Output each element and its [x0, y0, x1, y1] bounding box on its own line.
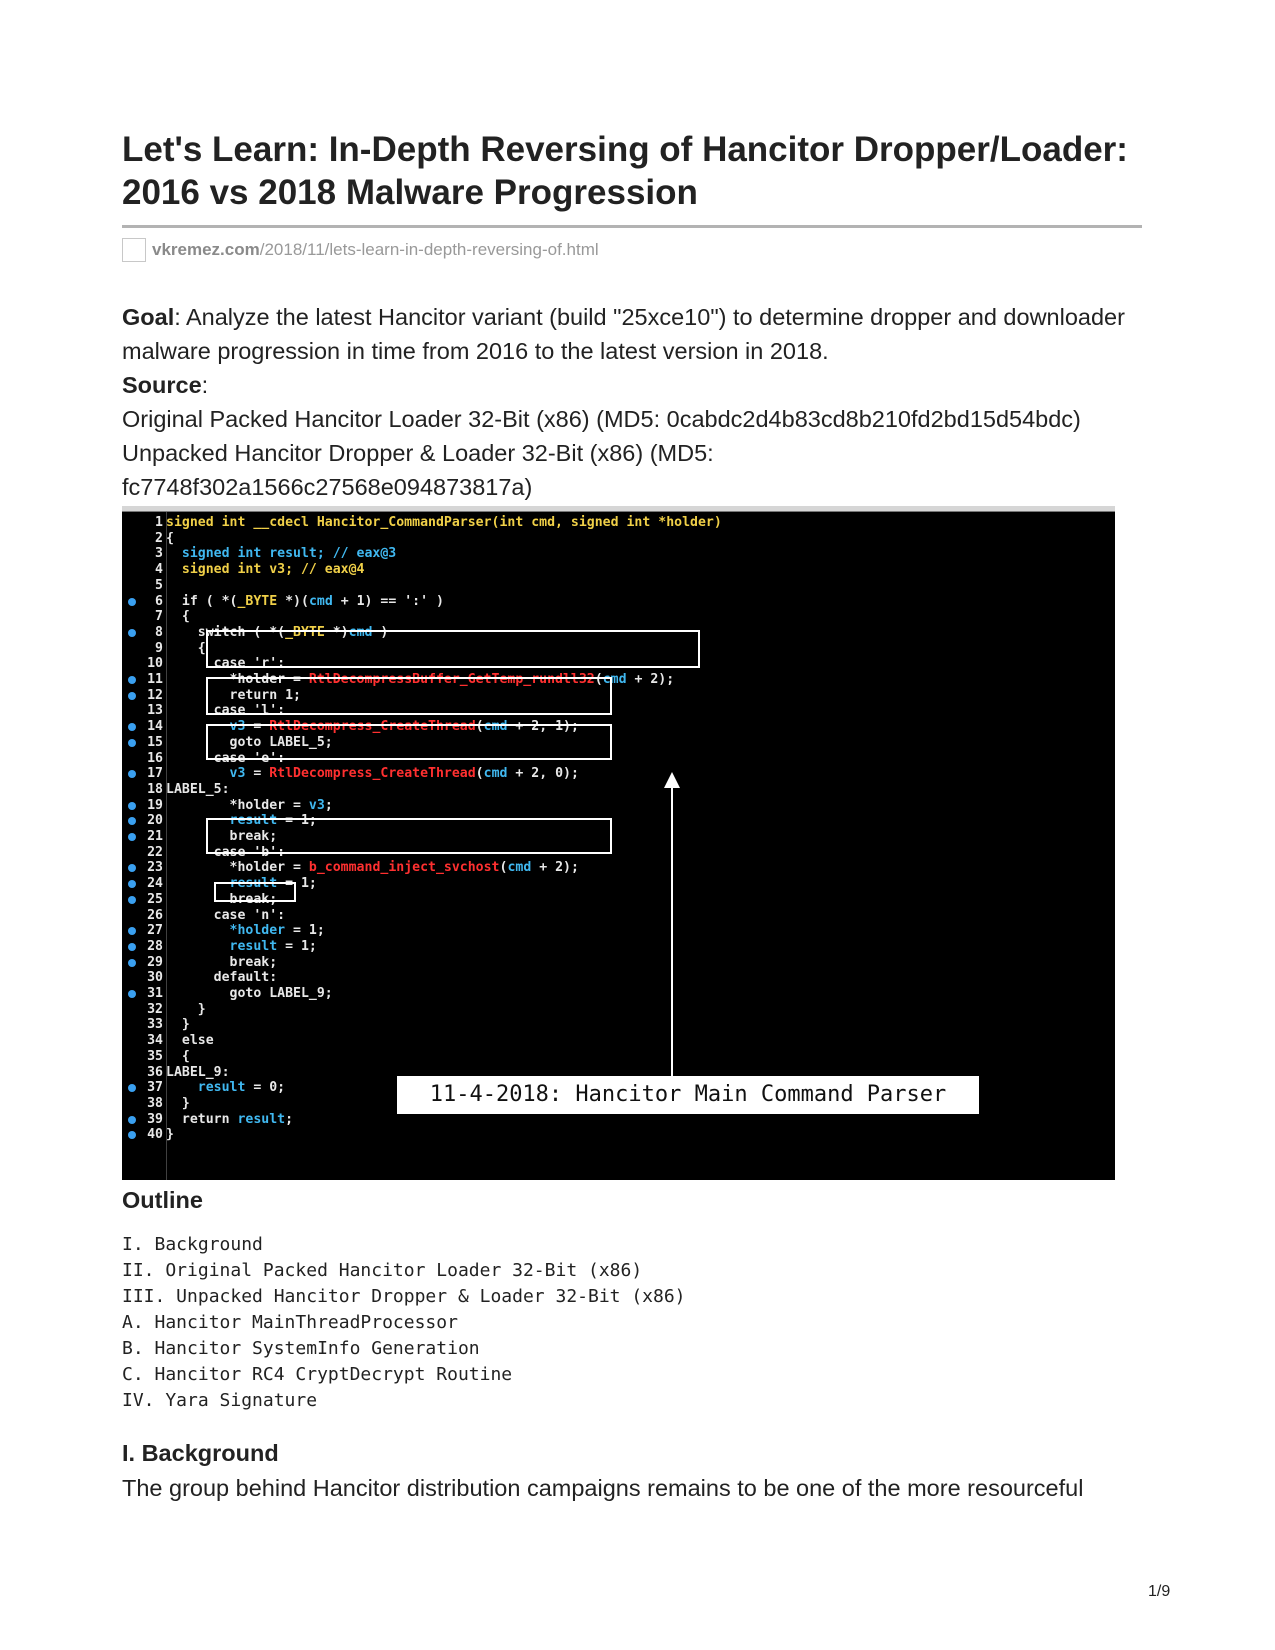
line-number: 20: [147, 813, 163, 829]
code-token: case 'e':: [166, 750, 286, 766]
code-token: {: [166, 530, 174, 546]
breakpoint-dot-icon: [128, 864, 136, 872]
code-line: [122, 955, 1115, 971]
arrow-shaft: [671, 788, 673, 1082]
line-number: 7: [155, 609, 163, 625]
code-text: [166, 594, 444, 610]
code-token: cmd: [483, 719, 508, 735]
outline-item: A. Hancitor MainThreadProcessor: [122, 1312, 458, 1333]
code-line: [122, 986, 1115, 1002]
line-number: 40: [147, 1127, 163, 1143]
code-token: cmd: [507, 860, 532, 876]
code-token: }: [166, 1127, 174, 1143]
code-token: + 2, 0);: [507, 766, 579, 782]
code-line: [122, 609, 1115, 625]
code-token: (: [475, 719, 484, 735]
line-number: 13: [147, 703, 163, 719]
code-token: = 1;: [285, 923, 325, 939]
code-token: v3: [166, 766, 246, 782]
breakpoint-dot-icon: [128, 739, 136, 747]
line-number: 8: [155, 624, 163, 640]
source-path[interactable]: /2018/11/lets-learn-in-depth-reversing-of.html: [259, 240, 599, 259]
code-token: cmd: [602, 672, 627, 687]
source-heading: [122, 368, 1142, 402]
code-token: + 2);: [531, 860, 579, 876]
outline-item: IV. Yara Signature: [122, 1390, 318, 1411]
code-text: [166, 939, 317, 955]
code-token: break;: [166, 891, 278, 907]
code-screenshot: [122, 506, 1115, 1180]
code-line: [122, 782, 1115, 798]
code-token: return 1;: [166, 687, 301, 703]
arrow-up-icon: [664, 772, 680, 788]
breakpoint-dot-icon: [128, 802, 136, 810]
code-token: result: [166, 1080, 246, 1096]
code-text: [166, 798, 333, 814]
code-token: case 'r':: [166, 656, 286, 672]
code-token: cmd: [348, 624, 373, 640]
code-token: = 0;: [245, 1080, 286, 1096]
code-token: if ( *(: [166, 593, 238, 609]
line-number: 27: [147, 923, 163, 939]
line-number: 21: [147, 829, 163, 844]
code-token: b_command_inject_svchost: [308, 860, 500, 876]
line-number: 34: [147, 1033, 163, 1049]
line-number: 38: [147, 1095, 163, 1111]
code-token: result: [166, 938, 278, 954]
highlight-case-l: [206, 677, 612, 715]
source-label-suffix: :: [201, 372, 209, 398]
code-text: [166, 908, 285, 924]
code-token: (: [475, 766, 484, 782]
highlight-case-e: [206, 724, 612, 760]
breakpoint-dot-icon: [128, 598, 136, 606]
breakpoint-dot-icon: [128, 927, 136, 935]
line-number: 16: [147, 750, 163, 766]
code-line: [122, 970, 1115, 986]
line-number: 36: [147, 1064, 163, 1080]
code-line: [122, 1033, 1115, 1049]
code-token: case 'l':: [166, 703, 286, 719]
line-number: 1: [155, 515, 163, 530]
code-token: return: [166, 1111, 238, 1127]
source-line-1: Original Packed Hancitor Loader 32-Bit (x86) (MD5: 0cabdc2d4b83cd8b210fd2bd15d54bdc): [122, 406, 1081, 432]
code-token: break;: [166, 829, 278, 844]
code-line: [122, 515, 1115, 531]
code-token: + 2, 1);: [507, 719, 579, 735]
code-text: [166, 1080, 285, 1096]
code-token: LABEL_5:: [166, 781, 230, 797]
code-caption: 11-4-2018: Hancitor Main Command Parser: [397, 1076, 979, 1114]
code-text: [166, 1033, 214, 1049]
code-line: [122, 594, 1115, 610]
line-number: 23: [147, 860, 163, 876]
breakpoint-dot-icon: [128, 1084, 136, 1092]
code-token: (: [499, 860, 508, 876]
code-text: [166, 531, 174, 547]
code-token: = 1;: [277, 938, 317, 954]
code-line: [122, 578, 1115, 594]
line-number: 3: [155, 546, 163, 562]
code-text: [166, 986, 333, 1002]
code-text: [166, 515, 722, 531]
line-number: 33: [147, 1017, 163, 1033]
line-number: 28: [147, 938, 163, 954]
code-token: {: [166, 1048, 190, 1064]
breakpoint-dot-icon: [128, 770, 136, 778]
outline-item: C. Hancitor RC4 CryptDecrypt Routine: [122, 1364, 513, 1385]
code-text: [166, 782, 230, 798]
code-token: case 'n':: [166, 907, 286, 923]
source-label: Source: [122, 372, 202, 398]
background-text: The group behind Hancitor distribution campaigns remains to be one of the more resourceful: [122, 1475, 1084, 1501]
broken-image-icon: [122, 238, 146, 262]
line-number: 18: [147, 781, 163, 797]
outline-item: II. Original Packed Hancitor Loader 32-Bit (x86): [122, 1260, 643, 1281]
line-number: 29: [147, 954, 163, 970]
line-number: 11: [147, 672, 163, 687]
line-number: 30: [147, 970, 163, 986]
code-token: break;: [166, 954, 278, 970]
code-text: [166, 970, 277, 986]
code-token: case 'b':: [166, 844, 286, 860]
code-token: {: [166, 640, 206, 656]
line-number: 5: [155, 577, 163, 593]
code-text: [166, 1096, 190, 1112]
breakpoint-dot-icon: [128, 817, 136, 825]
line-number: 17: [147, 766, 163, 782]
code-token: signed int result; // eax@3: [166, 546, 397, 562]
highlight-case-b: [206, 818, 612, 854]
outline-list: [122, 1232, 686, 1414]
breakpoint-dot-icon: [128, 943, 136, 951]
code-token: v3: [166, 719, 246, 735]
code-token: *holder =: [166, 860, 309, 876]
highlight-case-n: [214, 882, 296, 902]
breakpoint-dot-icon: [128, 990, 136, 998]
line-number: 24: [147, 876, 163, 892]
line-number: 26: [147, 907, 163, 923]
code-token: RtlDecompress_CreateThread: [269, 719, 476, 735]
code-text: [166, 641, 206, 657]
code-token: result: [166, 876, 278, 892]
code-text: [166, 860, 579, 876]
line-number: 14: [147, 719, 163, 735]
breakpoint-dot-icon: [128, 1116, 136, 1124]
code-token: signed int v3; // eax@4: [166, 562, 365, 578]
line-number: 31: [147, 986, 163, 1001]
code-token: goto LABEL_5;: [166, 734, 333, 750]
code-line: [122, 531, 1115, 547]
source-domain[interactable]: vkremez.com: [152, 240, 260, 259]
source-link[interactable]: [122, 237, 599, 263]
goal-paragraph: [122, 300, 1142, 368]
code-token: = 1;: [277, 876, 317, 892]
code-text: [166, 955, 277, 971]
code-token: else: [166, 1033, 214, 1049]
code-line: [122, 908, 1115, 924]
code-line: [122, 1127, 1115, 1143]
line-number: 22: [147, 844, 163, 860]
code-token: =: [245, 719, 270, 735]
code-text: [166, 562, 365, 578]
code-line: [122, 546, 1115, 562]
code-token: switch ( *(: [166, 624, 286, 640]
code-token: {: [166, 609, 190, 625]
code-token: RtlDecompressBuffer_GetTemp_rundll32: [308, 672, 595, 687]
outline-item: I. Background: [122, 1234, 263, 1255]
breakpoint-dot-icon: [128, 676, 136, 684]
code-token: = 1;: [277, 813, 317, 829]
code-line: [122, 766, 1115, 782]
code-token: LABEL_9:: [166, 1064, 230, 1080]
code-text: [166, 1017, 190, 1033]
code-token: result: [166, 813, 278, 829]
line-number: 19: [147, 797, 163, 813]
code-line: [122, 939, 1115, 955]
article-title: Let's Learn: In-Depth Reversing of Hancitor Dropper/Loader: 2016 vs 2018 Malware Progression: [122, 130, 1128, 212]
code-line: [122, 1112, 1115, 1128]
code-token: + 1) == ':' ): [332, 593, 444, 609]
highlight-case-r: [206, 630, 700, 668]
breakpoint-dot-icon: [128, 833, 136, 841]
line-number: 12: [147, 687, 163, 703]
code-token: default:: [166, 970, 278, 986]
code-token: ;: [324, 797, 333, 813]
code-text: [166, 609, 190, 625]
source-line-3-text: fc7748f302a1566c27568e094873817a): [122, 474, 533, 500]
code-line: [122, 562, 1115, 578]
code-token: =: [245, 766, 270, 782]
code-token: ;: [285, 1111, 294, 1127]
line-number: 35: [147, 1048, 163, 1064]
line-number: 10: [147, 656, 163, 672]
line-number: 39: [147, 1111, 163, 1127]
breakpoint-dot-icon: [128, 692, 136, 700]
code-token: *holder =: [166, 797, 309, 813]
code-token: *): [324, 624, 349, 640]
code-token: }: [166, 1095, 190, 1111]
code-text: [166, 1049, 190, 1065]
line-number: 2: [155, 530, 163, 546]
code-line: [122, 798, 1115, 814]
goal-text: : Analyze the latest Hancitor variant (build "25xce10") to determine dropper and downloader malware progression in time from 2016 to the latest version in 2018.: [122, 304, 1125, 364]
code-text: [166, 923, 325, 939]
code-text: [166, 1002, 206, 1018]
code-token: + 2);: [626, 672, 675, 687]
title-divider: [122, 225, 1142, 228]
code-window-titlebar: [122, 506, 1115, 512]
code-line: [122, 860, 1115, 876]
code-token: result: [237, 1111, 286, 1127]
code-token: }: [166, 1017, 190, 1033]
background-heading: I. Background: [122, 1440, 279, 1466]
goal-label: Goal: [122, 304, 175, 330]
code-token: (: [594, 672, 603, 687]
source-line-2: [122, 436, 1142, 504]
code-text: [166, 1112, 293, 1128]
code-token: ): [372, 624, 389, 640]
code-token: _BYTE: [285, 624, 325, 640]
line-number: 15: [147, 734, 163, 750]
code-line: [122, 1017, 1115, 1033]
code-text: [166, 1127, 174, 1143]
breakpoint-dot-icon: [128, 629, 136, 637]
outline-item: III. Unpacked Hancitor Dropper & Loader 32-Bit (x86): [122, 1286, 686, 1307]
line-number: 37: [147, 1080, 163, 1096]
code-token: _BYTE: [237, 593, 278, 609]
code-token: goto LABEL_9;: [166, 986, 333, 1001]
source-line-2-text: Unpacked Hancitor Dropper & Loader 32-Bit (x86) (MD5:: [122, 440, 714, 466]
code-token: cmd: [483, 766, 508, 782]
code-token: signed int __cdecl Hancitor_CommandParser(int cmd, signed int *holder): [166, 515, 722, 530]
code-token: *holder =: [166, 672, 309, 687]
page-number: 1/9: [1148, 1583, 1171, 1600]
code-token: RtlDecompress_CreateThread: [269, 766, 476, 782]
outline-heading: Outline: [122, 1187, 203, 1213]
breakpoint-dot-icon: [128, 723, 136, 731]
breakpoint-dot-icon: [128, 880, 136, 888]
line-number: 6: [155, 593, 163, 609]
line-number: 9: [155, 640, 163, 656]
code-token: v3: [308, 797, 325, 813]
code-text: [166, 1065, 230, 1081]
code-text: [166, 766, 579, 782]
breakpoint-dot-icon: [128, 896, 136, 904]
outline-item: B. Hancitor SystemInfo Generation: [122, 1338, 480, 1359]
code-line: [122, 923, 1115, 939]
code-token: *)(: [277, 593, 309, 609]
breakpoint-dot-icon: [128, 959, 136, 967]
line-number: 32: [147, 1001, 163, 1017]
breakpoint-dot-icon: [128, 1131, 136, 1139]
code-token: *holder: [166, 923, 286, 939]
code-line: [122, 1002, 1115, 1018]
line-number: 4: [155, 562, 163, 578]
code-token: cmd: [308, 593, 333, 609]
line-number: 25: [147, 891, 163, 907]
code-text: [166, 546, 396, 562]
code-line: [122, 1049, 1115, 1065]
code-token: }: [166, 1001, 206, 1017]
